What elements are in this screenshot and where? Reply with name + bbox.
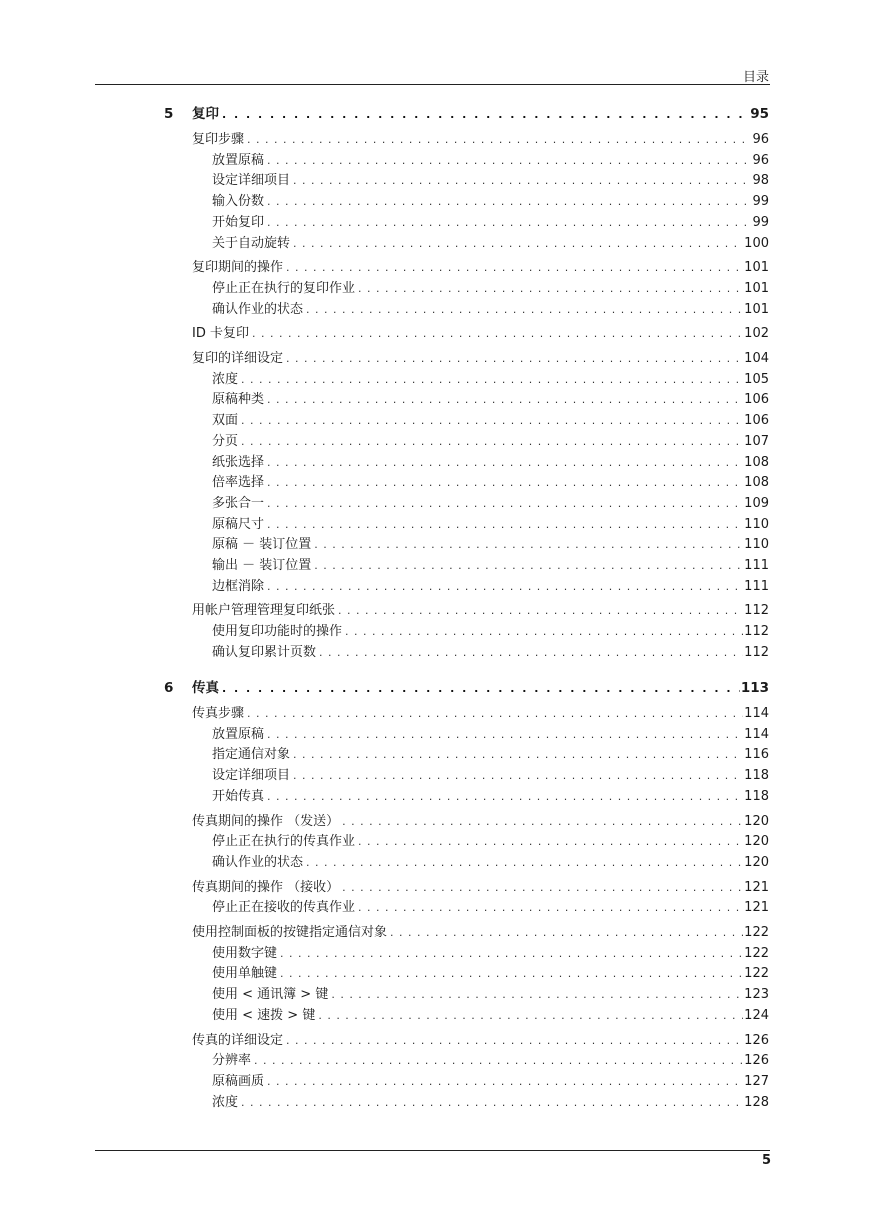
toc-subsection-entry[interactable] [212, 214, 769, 232]
entry-title: 复印期间的操作 [192, 260, 284, 276]
toc-subsection-entry[interactable] [212, 644, 769, 662]
entry-title: 分页 [212, 433, 239, 449]
entry-page-number: 111 [744, 558, 769, 573]
dot-leader [293, 746, 743, 764]
entry-title: 使用 < 速拨 > 键 [212, 1007, 316, 1023]
entry-title: 确认作业的状态 [212, 301, 304, 317]
footer-rule [95, 1150, 770, 1151]
toc-subsection-entry[interactable] [212, 172, 769, 190]
entry-title: 多张合一 [212, 495, 265, 511]
entry-title: 放置原稿 [212, 726, 265, 742]
entry-title: 传真期间的操作 （发送） [192, 813, 340, 829]
entry-page-number: 114 [744, 706, 769, 721]
toc-subsection-entry[interactable] [212, 899, 769, 917]
entry-page-number: 112 [744, 624, 769, 640]
entry-page-number: 126 [744, 1053, 769, 1069]
toc-subsection-entry[interactable] [212, 495, 769, 513]
entry-page-number: 102 [744, 326, 769, 342]
toc-section-entry[interactable] [192, 602, 769, 620]
dot-leader [267, 495, 743, 513]
entry-title: 传真期间的操作 （接收） [192, 879, 340, 895]
dot-leader [267, 391, 743, 409]
page-number: 5 [761, 1153, 771, 1168]
entry-page-number: 108 [744, 454, 769, 470]
entry-page-number: 106 [744, 413, 769, 429]
dot-leader [390, 924, 743, 942]
entry-page-number: 106 [744, 392, 769, 408]
entry-page-number: 118 [744, 768, 769, 784]
toc-section-entry[interactable] [192, 924, 769, 942]
dot-leader [293, 767, 743, 785]
chapter-page-number: 113 [740, 680, 769, 696]
toc-subsection-entry[interactable] [212, 726, 769, 744]
toc-subsection-entry[interactable] [212, 945, 769, 963]
dot-leader [306, 301, 743, 319]
entry-title: 放置原稿 [212, 152, 265, 168]
entry-title: 使用复印功能时的操作 [212, 624, 343, 640]
dot-leader [314, 557, 743, 575]
entry-page-number: 122 [744, 966, 769, 982]
toc-subsection-entry[interactable] [212, 391, 769, 409]
entry-page-number: 107 [744, 433, 769, 449]
toc-chapter-entry[interactable] [192, 105, 769, 123]
dot-leader [286, 1032, 743, 1050]
entry-page-number: 99 [752, 194, 769, 210]
entry-page-number: 114 [744, 726, 769, 742]
dot-leader [241, 433, 743, 451]
toc-section-entry[interactable] [192, 879, 769, 897]
dot-leader [280, 965, 743, 983]
chapter-number: 6 [164, 680, 174, 696]
entry-page-number: 122 [744, 925, 769, 940]
dot-leader [342, 879, 743, 897]
dot-leader [267, 788, 743, 806]
dot-leader [293, 235, 743, 253]
entry-title: 倍率选择 [212, 475, 265, 491]
dot-leader [345, 623, 743, 641]
dot-leader [267, 193, 751, 211]
chapter-page-number: 95 [750, 106, 769, 122]
dot-leader [267, 474, 743, 492]
entry-title: 浓度 [212, 1094, 239, 1110]
entry-title: 指定通信对象 [212, 747, 291, 763]
entry-title: 分辨率 [212, 1053, 252, 1069]
dot-leader [254, 1052, 743, 1070]
dot-leader [267, 516, 743, 534]
toc-subsection-entry[interactable] [212, 833, 769, 851]
toc-section-entry[interactable] [192, 325, 769, 343]
entry-title: 开始传真 [212, 788, 265, 804]
toc-subsection-entry[interactable] [212, 965, 769, 983]
dot-leader [252, 325, 743, 343]
dot-leader [267, 214, 751, 232]
toc-subsection-entry[interactable] [212, 235, 769, 253]
entry-title: 设定详细项目 [212, 768, 291, 784]
toc-subsection-entry[interactable] [212, 152, 769, 170]
entry-page-number: 98 [752, 173, 769, 189]
dot-leader [241, 412, 743, 430]
toc-section-entry[interactable] [192, 131, 769, 149]
entry-title: 停止正在执行的复印作业 [212, 280, 356, 296]
entry-title: 停止正在执行的传真作业 [212, 834, 356, 850]
dot-leader [222, 106, 749, 123]
toc-subsection-entry[interactable] [212, 578, 769, 596]
entry-page-number: 128 [744, 1094, 769, 1110]
dot-leader [247, 131, 751, 149]
dot-leader [358, 280, 743, 298]
entry-page-number: 101 [744, 301, 769, 317]
entry-page-number: 120 [744, 813, 769, 829]
entry-title: 使用控制面板的按键指定通信对象 [192, 925, 388, 940]
entry-title: 使用单触键 [212, 966, 278, 982]
entry-title: 双面 [212, 413, 239, 429]
entry-title: 开始复印 [212, 214, 265, 230]
entry-title: 复印的详细设定 [192, 351, 284, 366]
entry-title: 复印步骤 [192, 132, 245, 147]
toc-subsection-entry[interactable] [212, 474, 769, 492]
entry-title: 传真的详细设定 [192, 1032, 284, 1048]
entry-title: 输入份数 [212, 194, 265, 210]
entry-page-number: 120 [744, 854, 769, 870]
chapter-number: 5 [164, 106, 174, 122]
toc-subsection-entry[interactable] [212, 623, 769, 641]
dot-leader [319, 644, 743, 662]
entry-title: 传真步骤 [192, 706, 245, 721]
entry-title: 边框消除 [212, 578, 265, 594]
toc-subsection-entry[interactable] [212, 536, 769, 554]
dot-leader [241, 1094, 743, 1112]
dot-leader [318, 1007, 743, 1025]
toc-section-entry[interactable] [192, 1032, 769, 1050]
entry-title: 原稿种类 [212, 392, 265, 408]
entry-page-number: 110 [744, 516, 769, 532]
toc-subsection-entry[interactable] [212, 301, 769, 319]
dot-leader [241, 371, 743, 389]
entry-title: ID 卡复印 [192, 326, 249, 342]
toc-subsection-entry[interactable] [212, 746, 769, 764]
entry-title: 确认作业的状态 [212, 854, 304, 870]
dot-leader [306, 854, 743, 872]
entry-page-number: 96 [752, 152, 769, 168]
dot-leader [267, 726, 743, 744]
entry-title: 输出 － 装订位置 [212, 558, 312, 573]
entry-title: 确认复印累计页数 [212, 644, 317, 660]
entry-page-number: 121 [744, 879, 769, 895]
dot-leader [342, 813, 743, 831]
entry-title: 停止正在接收的传真作业 [212, 900, 356, 916]
entry-title: 使用 < 通讯簿 > 键 [212, 987, 329, 1003]
entry-title: 纸张选择 [212, 454, 265, 470]
toc-subsection-entry[interactable] [212, 516, 769, 534]
entry-page-number: 96 [752, 132, 769, 147]
toc-subsection-entry[interactable] [212, 1007, 769, 1025]
toc-section-entry[interactable] [192, 705, 769, 723]
entry-page-number: 105 [744, 371, 769, 387]
entry-page-number: 100 [744, 235, 769, 251]
entry-page-number: 120 [744, 834, 769, 850]
entry-page-number: 110 [744, 537, 769, 553]
entry-title: 原稿尺寸 [212, 516, 265, 532]
dot-leader [267, 152, 751, 170]
toc-subsection-entry[interactable] [212, 767, 769, 785]
entry-page-number: 124 [744, 1007, 769, 1023]
dot-leader [286, 259, 743, 277]
chapter-title: 传真 [192, 680, 219, 696]
entry-page-number: 101 [744, 280, 769, 296]
dot-leader [267, 1073, 743, 1091]
entry-title: 用帐户管理管理复印纸张 [192, 603, 336, 619]
entry-page-number: 101 [744, 260, 769, 276]
toc-subsection-entry[interactable] [212, 193, 769, 211]
dot-leader [286, 350, 743, 368]
entry-page-number: 126 [744, 1032, 769, 1048]
entry-title: 关于自动旋转 [212, 235, 291, 251]
entry-title: 浓度 [212, 371, 239, 387]
entry-page-number: 108 [744, 475, 769, 491]
toc-subsection-entry[interactable] [212, 371, 769, 389]
toc-subsection-entry[interactable] [212, 854, 769, 872]
dot-leader [314, 536, 743, 554]
dot-leader [358, 833, 743, 851]
entry-page-number: 112 [744, 644, 769, 660]
toc-subsection-entry[interactable] [212, 454, 769, 472]
entry-title: 原稿画质 [212, 1073, 265, 1089]
toc-section-entry[interactable] [192, 813, 769, 831]
toc-subsection-entry[interactable] [212, 433, 769, 451]
toc-subsection-entry[interactable] [212, 1052, 769, 1070]
toc-subsection-entry[interactable] [212, 412, 769, 430]
dot-leader [293, 172, 751, 190]
entry-page-number: 123 [744, 987, 769, 1003]
entry-title: 使用数字键 [212, 945, 278, 961]
toc-subsection-entry[interactable] [212, 986, 769, 1004]
dot-leader [222, 680, 740, 697]
entry-page-number: 99 [752, 214, 769, 230]
chapter-title: 复印 [192, 106, 219, 122]
entry-page-number: 118 [744, 788, 769, 804]
dot-leader [358, 899, 743, 917]
entry-page-number: 122 [744, 945, 769, 961]
toc-subsection-entry[interactable] [212, 788, 769, 806]
entry-page-number: 111 [744, 578, 769, 594]
entry-page-number: 109 [744, 495, 769, 511]
dot-leader [331, 986, 743, 1004]
entry-page-number: 127 [744, 1073, 769, 1089]
toc-subsection-entry[interactable] [212, 1094, 769, 1112]
dot-leader [267, 454, 743, 472]
entry-page-number: 116 [744, 747, 769, 763]
toc-chapter-entry[interactable] [192, 679, 769, 697]
entry-title: 原稿 － 装订位置 [212, 537, 312, 553]
dot-leader [247, 705, 743, 723]
dot-leader [280, 945, 743, 963]
toc-section-entry[interactable] [192, 350, 769, 368]
toc-subsection-entry[interactable] [212, 557, 769, 575]
toc-section-entry[interactable] [192, 259, 769, 277]
entry-page-number: 121 [744, 900, 769, 916]
toc-subsection-entry[interactable] [212, 280, 769, 298]
entry-page-number: 104 [744, 351, 769, 366]
running-header-title: 目录 [742, 70, 769, 85]
dot-leader [267, 578, 743, 596]
entry-page-number: 112 [744, 603, 769, 619]
dot-leader [338, 602, 743, 620]
toc-subsection-entry[interactable] [212, 1073, 769, 1091]
entry-title: 设定详细项目 [212, 173, 291, 189]
